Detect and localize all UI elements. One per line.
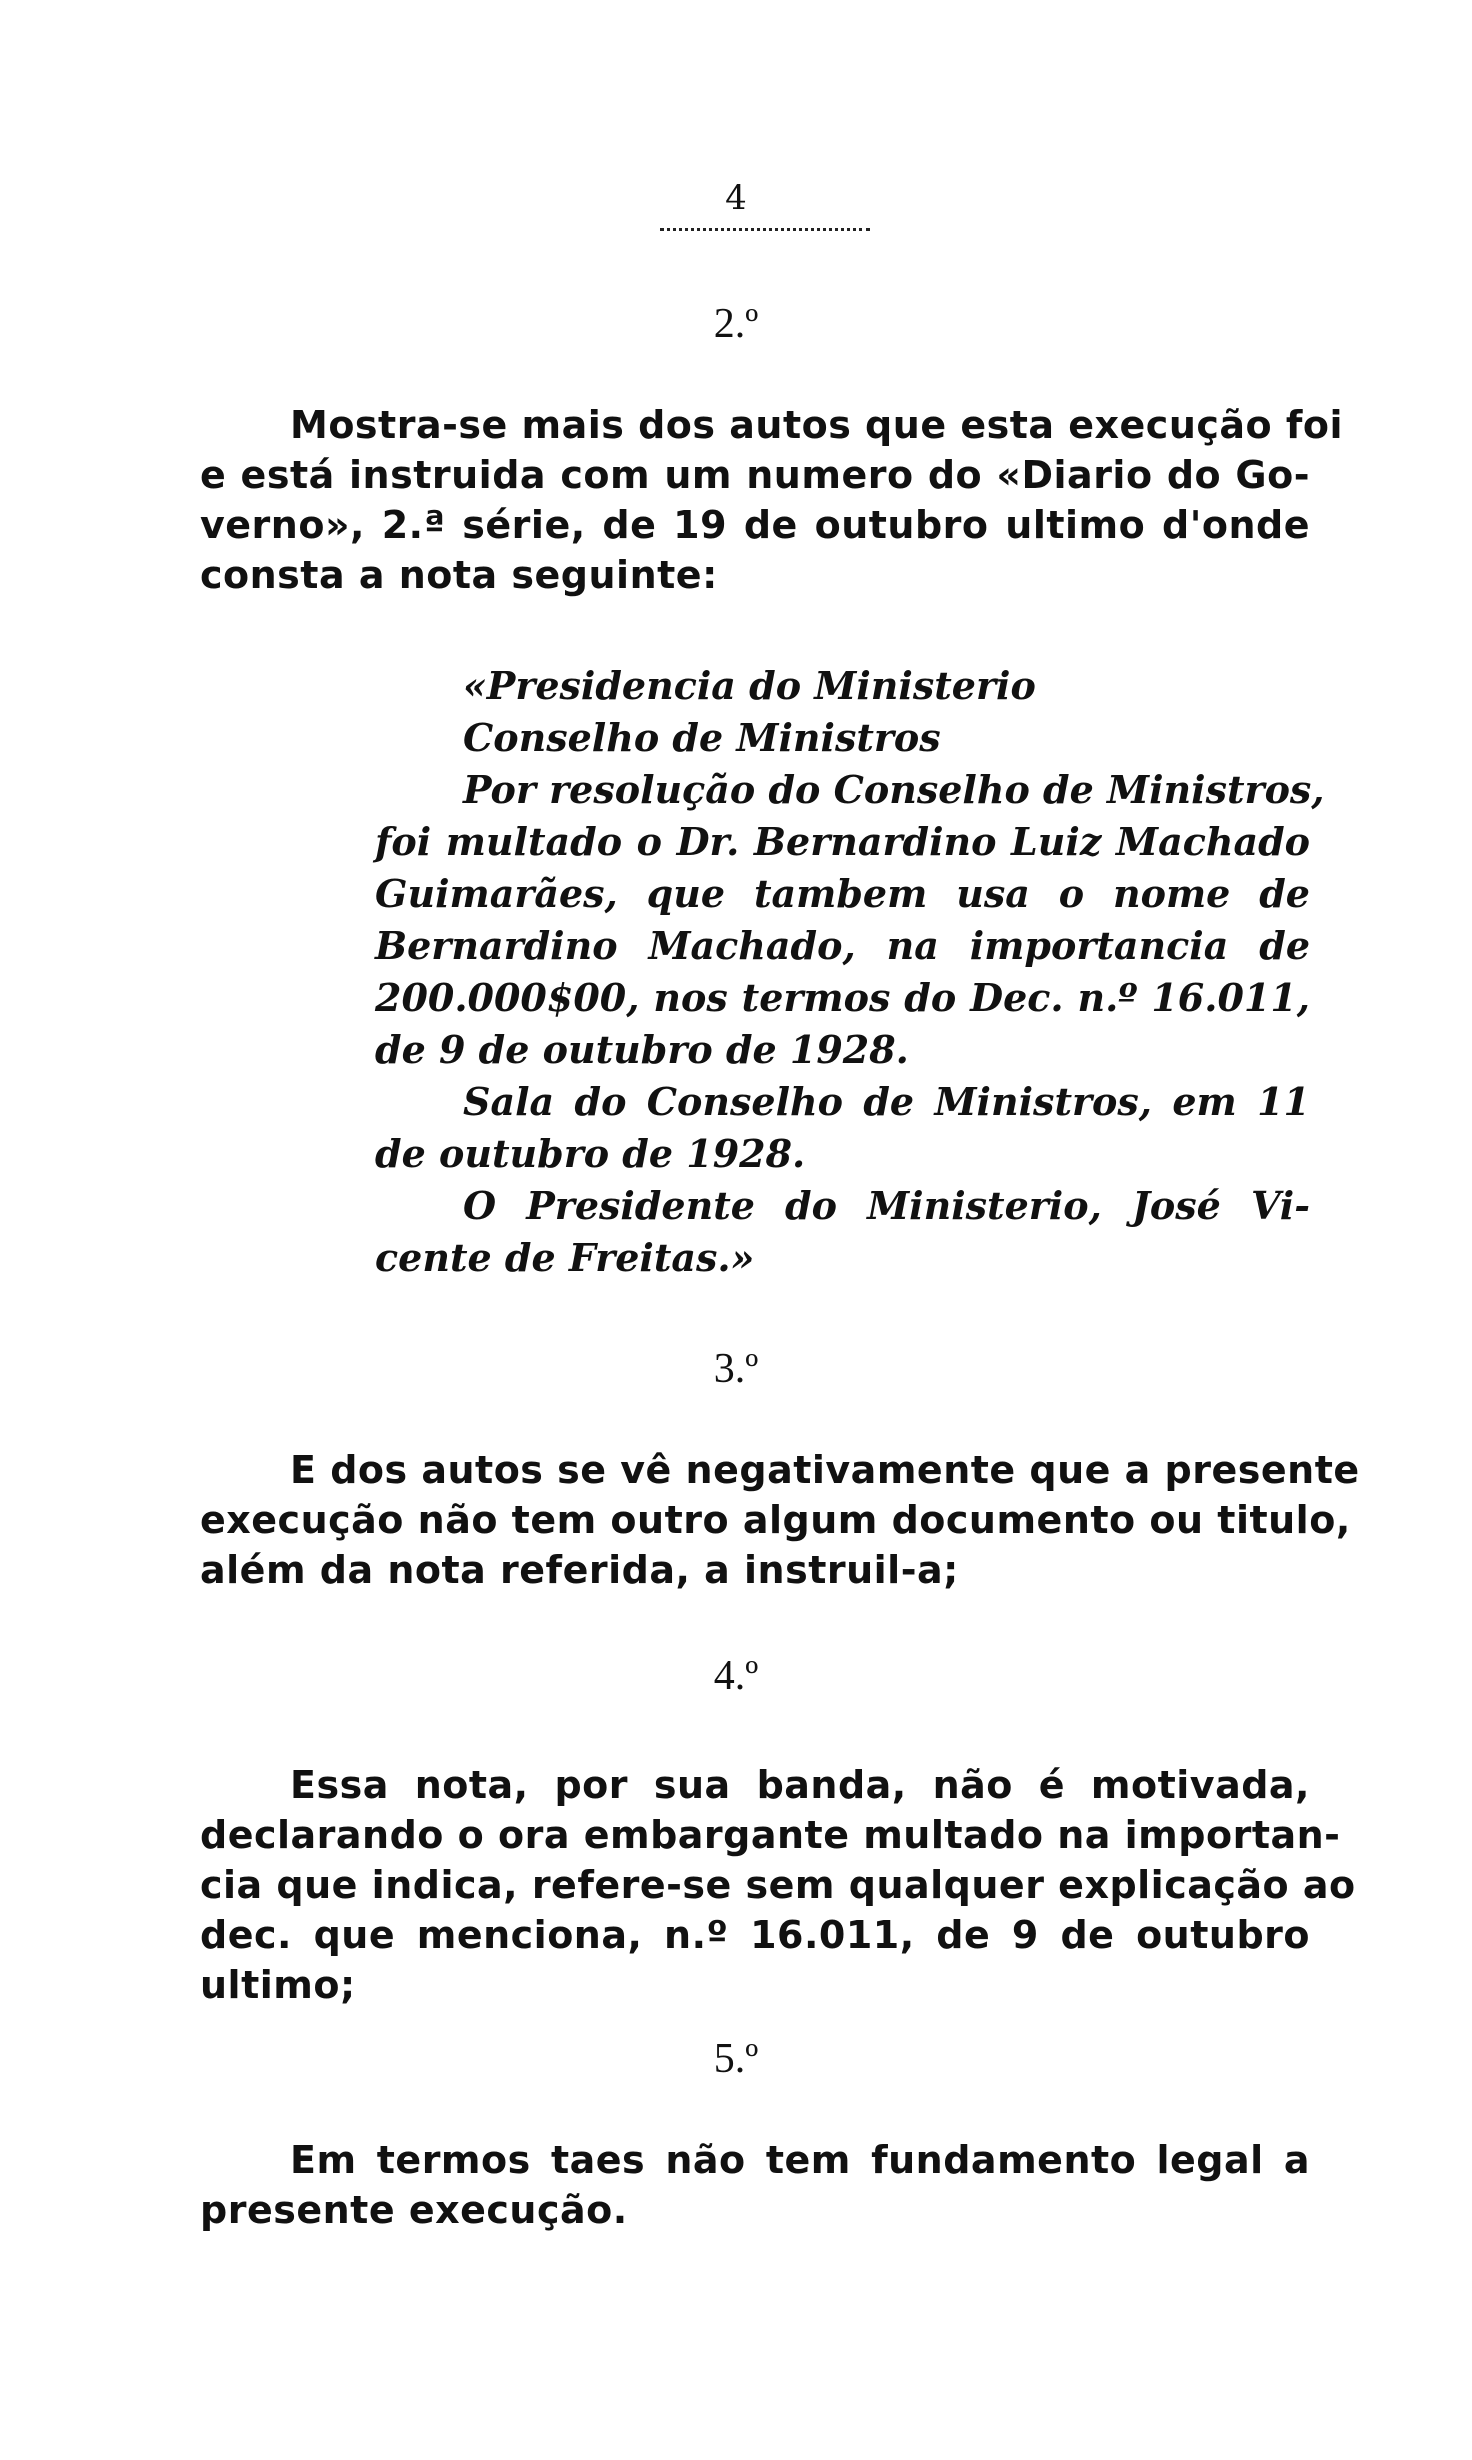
quote-line: de outubro de 1928. <box>375 1131 806 1176</box>
paragraph-line: dec. que menciona, n.º 16.011, de 9 de outubro <box>200 1913 1310 1957</box>
quote-line: Conselho de Ministros <box>463 715 941 760</box>
quote-line: O Presidente do Ministerio, José Vi- <box>463 1183 1310 1228</box>
quote-line: foi multado o Dr. Bernardino Luiz Machado <box>375 819 1310 864</box>
section-heading-2: 2.º <box>713 301 759 347</box>
section-heading-5: 5.º <box>713 2036 759 2082</box>
paragraph-section-5 <box>200 2135 1310 2235</box>
section-heading-3: 3.º <box>713 1346 759 1392</box>
paragraph-line: cia que indica, refere-se sem qualquer explicação ao <box>200 1863 1356 1907</box>
paragraph-line: presente execução. <box>200 2188 628 2232</box>
paragraph-line: declarando o ora embargante multado na importan- <box>200 1813 1341 1857</box>
paragraph-line: consta a nota seguinte: <box>200 553 718 597</box>
quote-line: «Presidencia do Ministerio <box>463 663 1036 708</box>
paragraph-line: execução não tem outro algum documento ou titulo, <box>200 1498 1351 1542</box>
paragraph-line: ultimo; <box>200 1963 356 2007</box>
paragraph-section-3 <box>200 1445 1360 1595</box>
quote-line: Guimarães, que tambem usa o nome de <box>375 871 1310 916</box>
paragraph-section-2 <box>200 400 1344 600</box>
paragraph-line: verno», 2.ª série, de 19 de outubro ultimo d'onde <box>200 503 1310 547</box>
quote-line: de 9 de outubro de 1928. <box>375 1027 909 1072</box>
quote-line: cente de Freitas.» <box>375 1235 755 1280</box>
paragraph-section-4 <box>200 1760 1356 2010</box>
quote-line: Sala do Conselho de Ministros, em 11 <box>463 1079 1310 1124</box>
paragraph-line: Essa nota, por sua banda, não é motivada, <box>290 1763 1310 1807</box>
paragraph-line: Mostra-se mais dos autos que esta execução foi <box>290 403 1344 447</box>
quote-line: Bernardino Machado, na importancia de <box>375 923 1310 968</box>
quote-line: 200.000$00, nos termos do Dec. n.º 16.011, <box>375 975 1310 1020</box>
paragraph-line: E dos autos se vê negativamente que a presente <box>290 1448 1360 1492</box>
quote-line: Por resolução do Conselho de Ministros, <box>463 767 1325 812</box>
quoted-note <box>375 660 1325 1284</box>
paragraph-line: Em termos taes não tem fundamento legal a <box>290 2138 1310 2182</box>
paragraph-line: além da nota referida, a instruil-a; <box>200 1548 959 1592</box>
page-number-rule <box>660 228 870 231</box>
page-number: 4 <box>725 178 747 218</box>
paragraph-line: e está instruida com um numero do «Diario do Go- <box>200 453 1310 497</box>
section-heading-4: 4.º <box>713 1653 759 1699</box>
